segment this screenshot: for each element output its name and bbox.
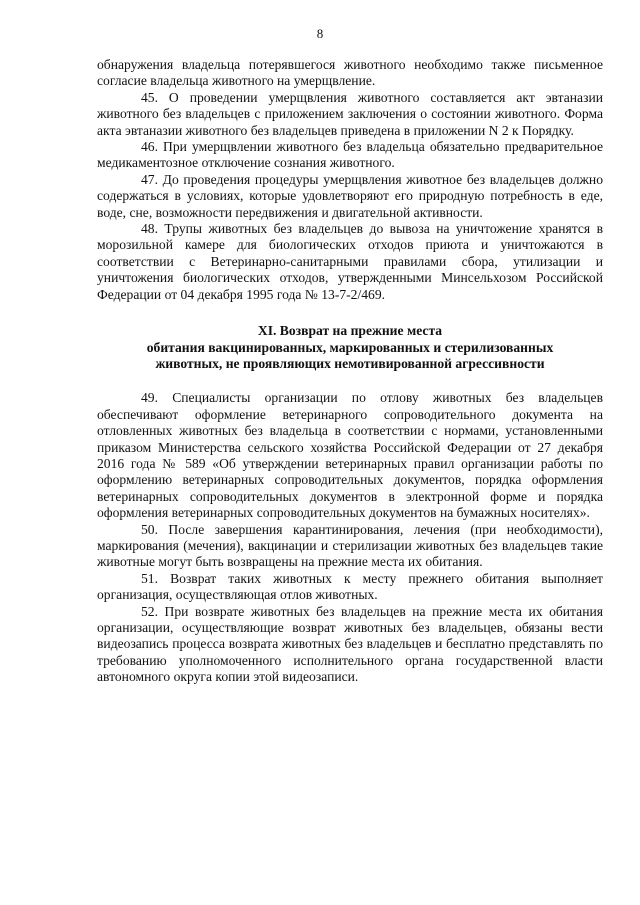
paragraph-51: 51. Возврат таких животных к месту прежнего обитания выполняет организация, осуществляющая отлов животных.	[97, 570, 603, 603]
paragraph-continuation: обнаружения владельца потерявшегося животного необходимо также письменное согласие владельца животного на умерщвление.	[97, 57, 603, 89]
paragraph-49: 49. Специалисты организации по отлову животных без владельцев обеспечивают оформление ветеринарного сопроводительного документа на отловленных животных без владельца в соответствии с нормами, установленными приказом Министерства сельского хозяйства Российской Федерации от 27 декабря 2016 года № 589 «Об утверждении ветеринарных правил организации работы по оформлению ветеринарных сопроводительных документов, порядка оформления ветеринарных сопроводительных документов в электронной форме и порядка оформления ветеринарных сопроводительных документов на бумажных носителях».	[97, 390, 603, 521]
paragraph-48: 48. Трупы животных без владельцев до вывоза на уничтожение хранятся в морозильной камере для биологических отходов приюта и уничтожаются в соответствии с Ветеринарно-санитарными правилами сбора, утилизации и уничтожения биологических отходов, утвержденными Минсельхозом Российской Федерации от 04 декабря 1995 года № 13-7-2/469.	[97, 221, 603, 302]
section-heading-line-3: животных, не проявляющих немотивированной агрессивности	[155, 355, 545, 371]
paragraph-47: 47. До проведения процедуры умерщвления животное без владельцев должно содержаться в условиях, которые удовлетворяют его природную потребность в еде, воде, сне, возможности передвижения и двигательной активности.	[97, 171, 603, 220]
paragraph-52: 52. При возврате животных без владельцев на прежние места их обитания организации, осуществляющие возврат животных без владельцев, обязаны вести видеозапись процесса возврата животных без владельцев и бесплатно представлять по требованию уполномоченного исполнительного органа государственной власти автономного округа копии этой видеозаписи.	[97, 603, 603, 685]
paragraph-46: 46. При умерщвлении животного без владельца обязательно предварительное медикаментозное отключение сознания животного.	[97, 139, 603, 171]
paragraph-45: 45. О проведении умерщвления животного составляется акт эвтаназии животного без владельцев с приложением заключения о состоянии животного. Форма акта эвтаназии животного без владельцев приведена в приложении N 2 к Порядку.	[97, 89, 603, 138]
page-number: 8	[316, 26, 324, 41]
document-body	[97, 57, 603, 686]
paragraph-50: 50. После завершения карантинирования, лечения (при необходимости), маркирования (мечения), вакцинации и стерилизации животных без владельцев такие животные могут быть возвращены на прежние места их обитания.	[97, 521, 603, 570]
section-heading-line-1: XI. Возврат на прежние места	[257, 323, 443, 339]
section-heading-line-2: обитания вакцинированных, маркированных и стерилизованных	[146, 339, 554, 355]
section-heading	[97, 323, 603, 372]
